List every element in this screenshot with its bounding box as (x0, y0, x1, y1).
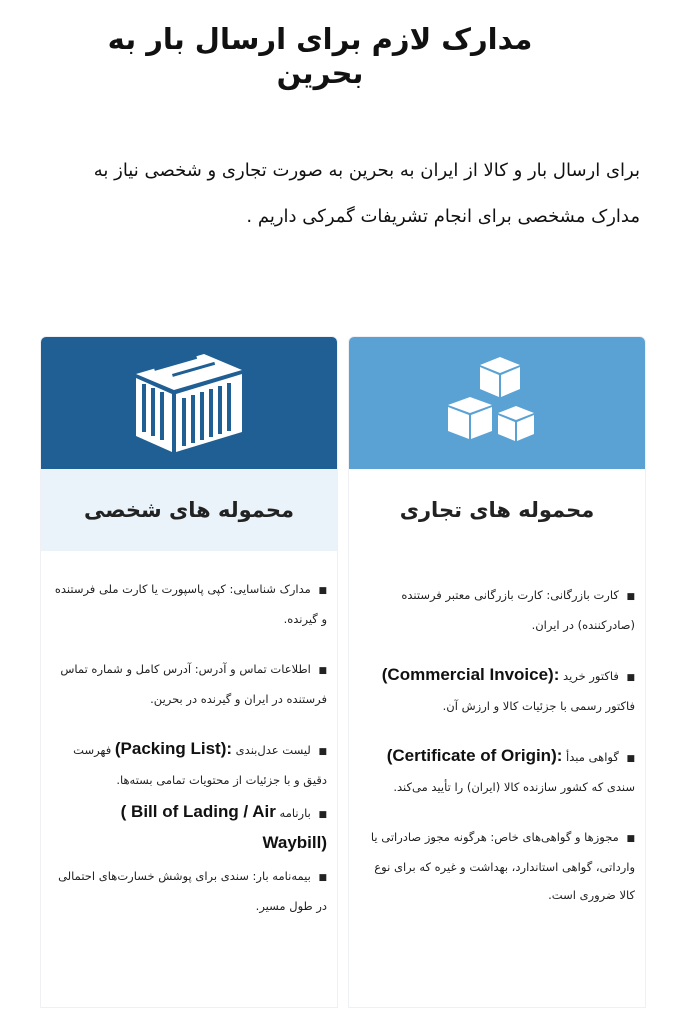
list-item (53, 575, 327, 633)
item-text: کارت بازرگانی: کارت بازرگانی معتبر فرستنده (صادرکننده) در ایران. (401, 588, 635, 632)
bullet: ■ (318, 586, 327, 596)
personal-card-header (41, 337, 337, 469)
list-item (53, 735, 327, 794)
commercial-card-header (349, 337, 645, 469)
page-title: مدارک لازم برای ارسال بار به بحرین (107, 22, 533, 90)
list-item (53, 655, 327, 713)
item-text: فهرست دقیق و با جزئیات از محتویات تمامی بسته‌ها. (73, 743, 327, 787)
item-label: بارنامه (279, 806, 311, 820)
item-english-term: (Certificate of Origin): (386, 746, 563, 765)
personal-card-title: محموله های شخصی (41, 469, 337, 551)
commercial-shipments-card (348, 336, 646, 1008)
item-label: لیست عدل‌بندی (235, 743, 311, 757)
item-text: مجوزها و گواهی‌های خاص: هرگونه مجوز صادراتی یا وارداتی، گواهی استاندارد، بهداشت و غیره که برای نوع کالا ضروری است. (370, 830, 635, 902)
list-item (361, 742, 635, 801)
list-item (361, 823, 635, 909)
bullet: ■ (318, 747, 327, 757)
item-text: مدارک شناسایی: کپی پاسپورت یا کارت ملی فرستنده و گیرنده. (54, 582, 327, 626)
list-item (53, 798, 327, 858)
intro-paragraph: برای ارسال بار و کالا از ایران به بحرین به صورت تجاری و شخصی نیاز به مدارک مشخصی برای انجام تشریفات گمرکی داریم . (93, 160, 640, 227)
bullet: ■ (318, 666, 327, 676)
container-icon (124, 348, 254, 458)
bullet: ■ (626, 754, 635, 764)
list-item (53, 862, 327, 920)
bullet: ■ (626, 592, 635, 602)
personal-shipments-card (40, 336, 338, 1008)
list-item (361, 581, 635, 639)
item-english-term: ( Bill of Lading / Air Waybill) (120, 802, 327, 852)
commercial-card-title: محموله های تجاری (349, 469, 645, 551)
personal-requirements-list (41, 551, 337, 920)
item-text: بیمه‌نامه بار: سندی برای پوشش خسارت‌های احتمالی در طول مسیر. (58, 869, 327, 913)
bullet: ■ (318, 810, 327, 820)
list-item (361, 661, 635, 720)
bullet: ■ (318, 873, 327, 883)
bullet: ■ (626, 834, 635, 844)
item-label: گواهی مبدأ (566, 750, 619, 764)
item-text: سندی که کشور سازنده کالا (ایران) را تأیید می‌کند. (393, 780, 635, 794)
bullet: ■ (626, 673, 635, 683)
commercial-requirements-list (349, 551, 645, 909)
item-text: فاکتور رسمی با جزئیات کالا و ارزش آن. (442, 699, 635, 713)
item-label: فاکتور خرید (563, 669, 619, 683)
item-english-term: (Packing List): (114, 739, 233, 758)
item-text: اطلاعات تماس و آدرس: آدرس کامل و شماره تماس فرستنده در ایران و گیرنده در بحرین. (60, 662, 327, 706)
boxes-icon (432, 353, 562, 453)
item-english-term: (Commercial Invoice): (381, 665, 560, 684)
